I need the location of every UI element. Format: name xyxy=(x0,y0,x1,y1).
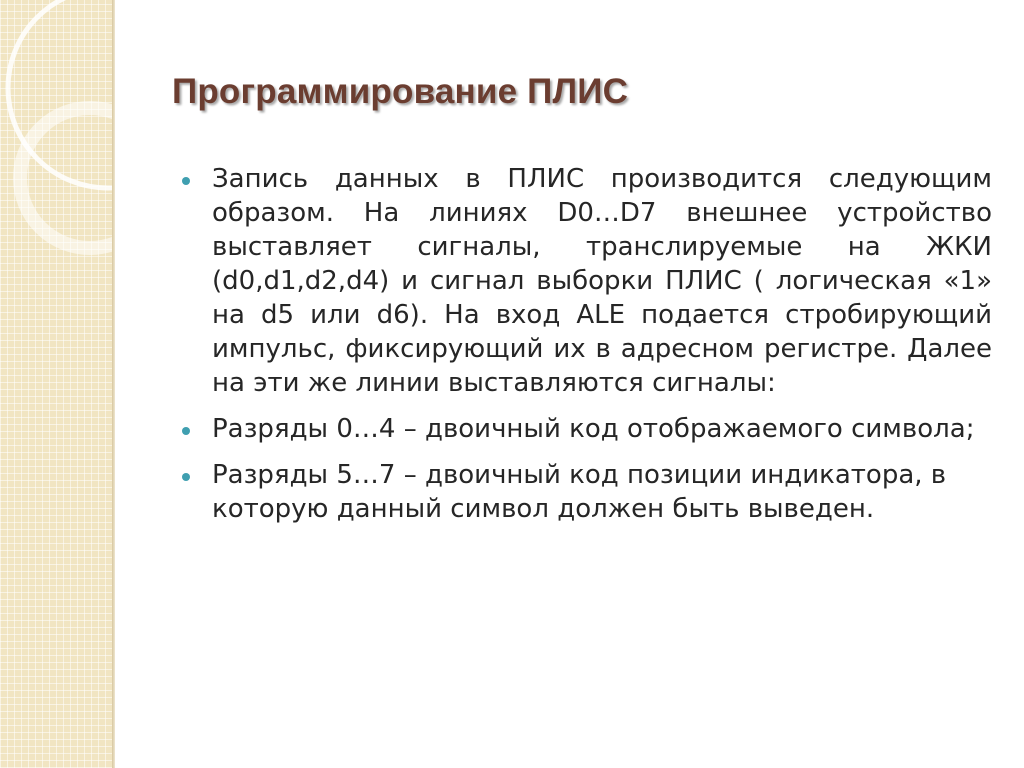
bullet-text: Запись данных в ПЛИС производится следующим образом. На линиях D0…D7 внешнее устройство выставляет сигналы, транслируемые на ЖКИ (d0,d1,d2,d4) и сигнал выборки ПЛИС ( логическая «1» на d5 или d6). На вход ALE подается стробирующий импульс, фиксирующий их в адресном регистре. Далее на эти же линии выставляются сигналы: xyxy=(212,164,992,398)
bullet-icon xyxy=(182,427,190,435)
bullet-item xyxy=(180,162,992,400)
bullet-text: Разряды 0…4 – двоичный код отображаемого символа; xyxy=(212,414,975,444)
bullet-item xyxy=(180,412,992,446)
slide-title: Программирование ПЛИС xyxy=(172,72,629,111)
bullet-item xyxy=(180,458,992,526)
decorative-sidebar xyxy=(0,0,112,768)
decorative-circles xyxy=(0,0,112,768)
sidebar-divider xyxy=(112,0,115,768)
bullet-list xyxy=(180,162,992,538)
bullet-icon xyxy=(182,177,190,185)
bullet-icon xyxy=(182,473,190,481)
bullet-text: Разряды 5…7 – двоичный код позиции индикатора, в которую данный символ должен быть выведен. xyxy=(212,460,947,524)
